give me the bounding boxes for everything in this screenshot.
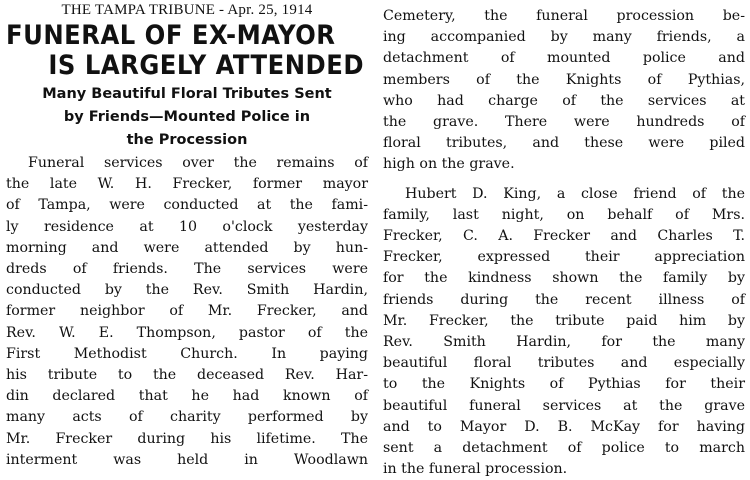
text-line: the late W. H. Frecker, former mayor xyxy=(6,176,368,193)
text-line: interment was held in Woodlawn xyxy=(6,451,368,468)
masthead: THE TAMPA TRIBUNE - Apr. 25, 1914 xyxy=(61,2,313,18)
text-line: Mr. Frecker during his lifetime. The xyxy=(6,430,368,447)
subheadline-line-2: by Friends—Mounted Police in xyxy=(63,109,311,125)
text-line: beautiful floral tributes and especially xyxy=(383,355,745,372)
text-line: family, last night, on behalf of Mrs. xyxy=(383,206,745,223)
text-line: friends during the recent illness of xyxy=(383,291,745,308)
text-line: of Tampa, were conducted at the fami- xyxy=(6,197,368,214)
text-line: Mr. Frecker, the tribute paid him by xyxy=(383,312,745,329)
subheadline xyxy=(6,83,368,152)
text-line: Hubert D. King, a close friend of the xyxy=(405,185,745,202)
text-line: morning and were attended by hun- xyxy=(6,239,368,256)
text-line: floral tributes, and these were piled xyxy=(383,135,745,152)
text-line: for the kindness shown the family by xyxy=(383,270,745,287)
left-column xyxy=(6,0,368,471)
text-line: dreds of friends. The services were xyxy=(6,261,368,278)
text-line: First Methodist Church. In paying xyxy=(6,345,368,362)
text-line: Rev. W. E. Thompson, pastor of the xyxy=(6,324,368,341)
text-line: ing accompanied by many friends, a xyxy=(383,29,745,46)
text-line: high on the grave. xyxy=(383,156,515,173)
subheadline-line-3: the Procession xyxy=(126,132,248,148)
headline-line-2: IS LARGELY ATTENDED xyxy=(48,50,364,81)
text-line: and to Mayor D. B. McKay for having xyxy=(383,418,745,435)
text-line: members of the Knights of Pythias, xyxy=(383,71,745,88)
text-line: ly residence at 10 o'clock yesterday xyxy=(6,218,368,235)
text-line: din declared that he had known of xyxy=(6,388,368,405)
text-line: in the funeral procession. xyxy=(383,461,568,478)
text-line: former neighbor of Mr. Frecker, and xyxy=(6,303,368,320)
text-line: to the Knights of Pythias for their xyxy=(383,376,745,393)
text-line: beautiful funeral services at the grave xyxy=(383,397,745,414)
article-body-right-paragraph-1 xyxy=(383,6,745,176)
text-line: Rev. Smith Hardin, for the many xyxy=(383,334,745,351)
article-body-right-paragraph-2 xyxy=(383,184,745,480)
article-body-left xyxy=(6,153,368,471)
text-line: many acts of charity performed by xyxy=(6,409,368,426)
headline-line-1: FUNERAL OF EX-MAYOR xyxy=(6,20,336,51)
text-line: his tribute to the deceased Rev. Har- xyxy=(6,367,368,384)
text-line: Frecker, expressed their appreciation xyxy=(383,249,745,266)
text-line: conducted by the Rev. Smith Hardin, xyxy=(6,282,368,299)
text-line: sent a detachment of police to march xyxy=(383,440,745,457)
text-line: who had charge of the services at xyxy=(383,92,745,109)
text-line: detachment of mounted police and xyxy=(383,50,745,67)
text-line: Cemetery, the funeral procession be- xyxy=(383,8,745,24)
right-column xyxy=(383,0,745,480)
text-line: Frecker, C. A. Frecker and Charles T. xyxy=(383,228,745,245)
subheadline-line-1: Many Beautiful Floral Tributes Sent xyxy=(42,86,332,102)
text-line: the grave. There were hundreds of xyxy=(383,114,745,131)
text-line: Funeral services over the remains of xyxy=(28,155,368,171)
